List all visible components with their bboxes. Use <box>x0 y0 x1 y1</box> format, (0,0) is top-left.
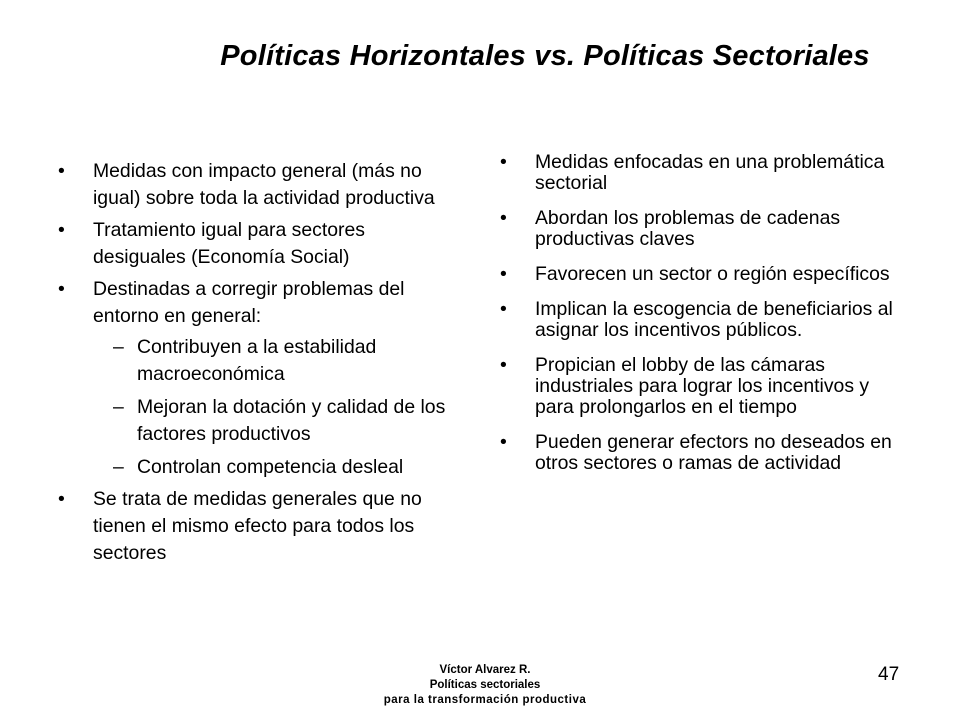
sub-list-item-text: Mejoran la dotación y calidad de los factores productivos <box>137 396 446 445</box>
list-item-text: Favorecen un sector o región específicos <box>535 263 890 285</box>
list-item-text: Abordan los problemas de cadenas productivas claves <box>535 207 841 250</box>
bullet: • <box>500 431 507 453</box>
list-item <box>500 208 910 250</box>
list-item <box>500 432 910 474</box>
list-item-text: Medidas enfocadas en una problemática sectorial <box>535 151 885 194</box>
slide-title: Políticas Horizontales vs. Políticas Sectoriales <box>220 40 870 72</box>
list-item <box>58 158 458 212</box>
dash: – <box>113 396 124 418</box>
bullet: • <box>500 151 507 173</box>
list-item-text: Medidas con impacto general (más no igual) sobre toda la actividad productiva <box>93 160 435 209</box>
bullet: • <box>58 278 65 300</box>
list-item-text: Implican la escogencia de beneficiarios al asignar los incentivos públicos. <box>535 298 893 341</box>
list-item <box>58 276 458 481</box>
sub-list-item <box>93 394 458 448</box>
bullet: • <box>58 160 65 182</box>
page-number: 47 <box>878 664 900 685</box>
bullet: • <box>500 263 507 285</box>
bullet: • <box>500 207 507 229</box>
right-column-list <box>500 152 910 488</box>
list-item <box>500 355 910 418</box>
list-item <box>58 486 458 567</box>
list-item-text: Destinadas a corregir problemas del entorno en general: <box>93 278 405 327</box>
footer-subtitle-2: para la transformación productiva <box>383 694 587 706</box>
sub-list-item-text: Controlan competencia desleal <box>137 456 404 478</box>
bullet: • <box>58 488 65 510</box>
list-item-text: Tratamiento igual para sectores desiguales (Economía Social) <box>93 219 365 268</box>
list-item-text: Pueden generar efectors no deseados en otros sectores o ramas de actividad <box>535 431 892 474</box>
bullet: • <box>58 219 65 241</box>
list-item <box>500 152 910 194</box>
footer-author: Víctor Alvarez R. <box>439 664 531 676</box>
sub-list-item <box>93 334 458 388</box>
sub-list <box>93 334 458 481</box>
dash: – <box>113 456 124 478</box>
list-item <box>58 217 458 271</box>
slide-footer <box>340 663 630 708</box>
bullet: • <box>500 354 507 376</box>
list-item-text: Propician el lobby de las cámaras industriales para lograr los incentivos y para prolongarlos en el tiempo <box>535 354 870 418</box>
sub-list-item-text: Contribuyen a la estabilidad macroeconómica <box>137 336 377 385</box>
sub-list-item <box>93 454 458 481</box>
bullet: • <box>500 298 507 320</box>
list-item <box>500 264 910 285</box>
footer-subtitle: Políticas sectoriales <box>429 679 541 691</box>
list-item-text: Se trata de medidas generales que no tienen el mismo efecto para todos los sectores <box>93 488 422 564</box>
dash: – <box>113 336 124 358</box>
left-column-list <box>58 158 458 572</box>
list-item <box>500 299 910 341</box>
